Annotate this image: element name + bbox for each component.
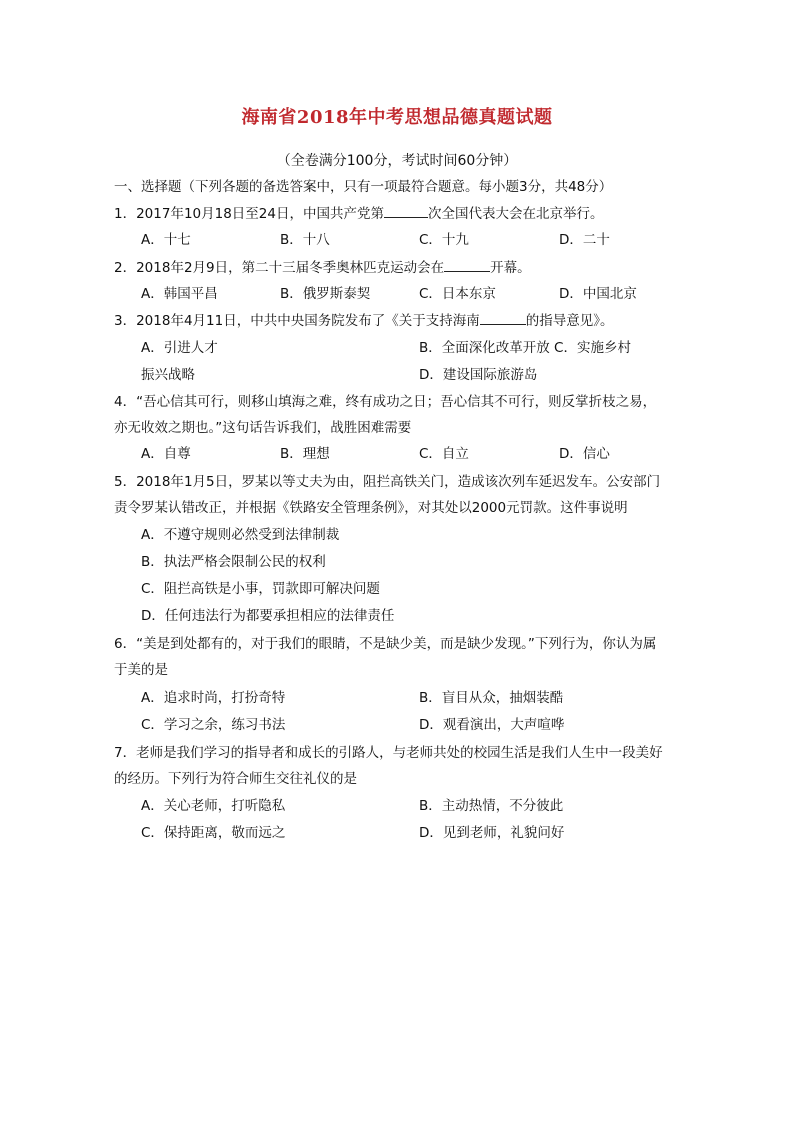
question-2 — [114, 259, 531, 277]
q5-option-b: B．执法严格会限制公民的权利 — [141, 554, 326, 570]
q3-option-b-c: B．全面深化改革开放 C．实施乡村 — [419, 340, 631, 356]
q7-option-b: B．主动热情，不分彼此 — [419, 798, 564, 814]
q1-stem-start: 1．2017年10月18日至24日，中国共产党第 — [114, 206, 384, 222]
q1-stem-end: 次全国代表大会在北京举行。 — [427, 206, 604, 222]
q2-stem-start: 2．2018年2月9日，第二十三届冬季奥林匹克运动会在 — [114, 260, 445, 276]
exam-title: 海南省2018年中考思想品德真题试题 — [241, 107, 553, 128]
q5-option-d: D．任何违法行为都要承担相应的法律责任 — [141, 608, 395, 624]
q5-option-a: A．不遵守规则必然受到法律制裁 — [141, 527, 340, 543]
question-6-line-1: 6．“美是到处都有的，对于我们的眼睛，不是缺少美，而是缺少发现。”下列行为，你认为属 — [114, 636, 657, 652]
question-7-line-2: 的经历。下列行为符合师生交往礼仪的是 — [114, 771, 357, 787]
q3-stem-start: 3．2018年4月11日，中共中央国务院发布了《关于支持海南 — [114, 313, 480, 329]
question-4-line-1: 4．“吾心信其可行，则移山填海之难，终有成功之日；吾心信其不可行，则反掌折枝之易， — [114, 394, 657, 410]
question-4-line-2: 亦无收效之期也。”这句话告诉我们，战胜困难需要 — [114, 420, 412, 436]
q7-option-c: C．保持距离，敬而远之 — [141, 825, 286, 841]
q4-option-c: C．自立 — [419, 446, 469, 462]
q2-option-b: B．俄罗斯泰契 — [280, 286, 371, 302]
q4-option-b: B．理想 — [280, 446, 330, 462]
q4-option-a: A．自尊 — [141, 446, 191, 462]
exam-subtitle: （全卷满分100分，考试时间60分钟） — [276, 153, 518, 169]
q2-option-c: C．日本东京 — [419, 286, 496, 302]
q1-option-a: A．十七 — [141, 232, 191, 248]
q3-option-d: D．建设国际旅游岛 — [419, 367, 538, 383]
q1-option-b: B．十八 — [280, 232, 330, 248]
q5-option-c: C．阻拦高铁是小事，罚款即可解决问题 — [141, 581, 380, 597]
q6-option-d: D．观看演出，大声喧哗 — [419, 717, 565, 733]
q6-option-b: B．盲目从众，抽烟装酷 — [419, 690, 564, 706]
q1-option-c: C．十九 — [419, 232, 469, 248]
question-3 — [114, 312, 613, 330]
q6-option-c: C．学习之余，练习书法 — [141, 717, 286, 733]
q2-blank — [444, 259, 490, 272]
q7-option-a: A．关心老师，打听隐私 — [141, 798, 286, 814]
q1-option-d: D．二十 — [559, 232, 610, 248]
q4-option-d: D．信心 — [559, 446, 610, 462]
q7-option-d: D．见到老师，礼貌问好 — [419, 825, 565, 841]
question-6-line-2: 于美的是 — [114, 662, 168, 678]
q6-option-a: A．追求时尚，打扮奇特 — [141, 690, 286, 706]
q3-stem-end: 的指导意见》。 — [525, 313, 614, 329]
q2-option-d: D．中国北京 — [559, 286, 637, 302]
q2-option-a: A．韩国平昌 — [141, 286, 218, 302]
q2-stem-end: 开幕。 — [490, 260, 531, 276]
q3-option-a: A．引进人才 — [141, 340, 218, 356]
q3-blank — [480, 312, 526, 325]
question-5-line-2: 责令罗某认错改正，并根据《铁路安全管理条例》，对其处以2000元罚款。这件事说明 — [114, 500, 628, 516]
section-heading: 一、选择题（下列各题的备选答案中，只有一项最符合题意。每小题3分，共48分） — [114, 179, 613, 195]
q3-option-c-continued: 振兴战略 — [141, 367, 195, 383]
q1-blank — [384, 205, 428, 218]
question-1 — [114, 205, 603, 223]
question-5-line-1: 5．2018年1月5日，罗某以等丈夫为由，阻拦高铁关门，造成该次列车延迟发车。公安部门 — [114, 474, 661, 490]
question-7-line-1: 7．老师是我们学习的指导者和成长的引路人，与老师共处的校园生活是我们人生中一段美好 — [114, 745, 663, 761]
